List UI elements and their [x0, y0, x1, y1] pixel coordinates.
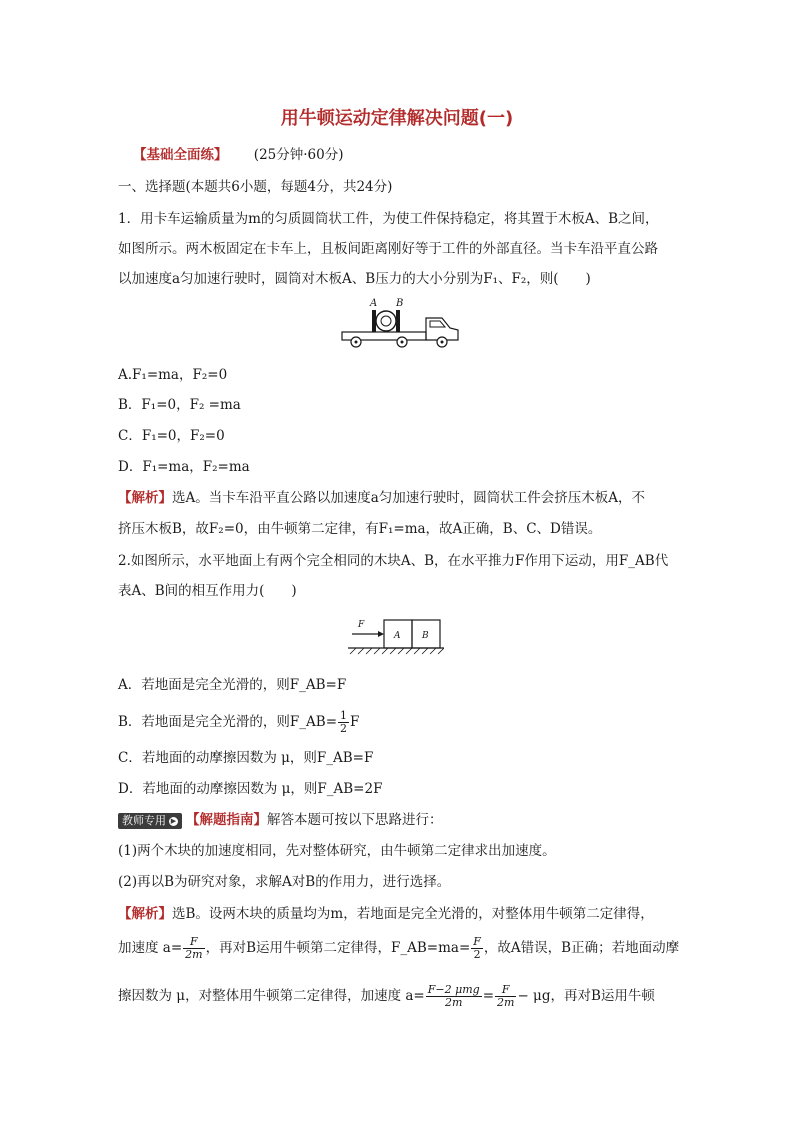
q2-option-c: C．若地面的动摩擦因数为 μ，则F_AB=F [118, 750, 374, 766]
section-header [133, 146, 343, 164]
blocks-figure [348, 614, 444, 656]
q2-analysis-line-3: 擦因数为 μ，对整体用牛顿第二定律得，加速度 a= $\frac{\text{F−2 μmg}}{2m}$ = $\frac{F}{2m}$ − μg，再对B运用牛顿 [118, 983, 655, 1009]
guide-tag: 【解题指南】 [186, 812, 267, 828]
ground-hatch [350, 648, 444, 654]
fraction-f-over-2: $\frac{F}{2}$ [473, 935, 481, 961]
q2-guide-header: 教师专用 ▶ 【解题指南】解答本题可按以下思路进行： [118, 811, 443, 829]
q1-option-c: C．F₁=0，F₂=0 [118, 428, 225, 444]
q2-analysis-tag: 【解析】 [118, 906, 172, 922]
section-time: (25分钟·60分) [253, 147, 344, 163]
q2-line-1: 2.如图所示，水平地面上有两个完全相同的木块A、B，在水平推力F作用下运动，用F_AB代 [118, 553, 669, 569]
q1-option-d: D．F₁=ma，F₂=ma [118, 459, 250, 475]
fraction-friction: $\frac{\text{F−2 μmg}}{2m}$ [427, 983, 480, 1009]
q1-analysis-line-2: 挤压木板B，故F₂=0，由牛顿第二定律，有F₁=ma，故A正确，B、C、D错误。 [118, 521, 602, 537]
figure-label-a: A [370, 298, 378, 309]
q2-guide-2: (2)再以B为研究对象，求解A对B的作用力，进行选择。 [118, 874, 451, 890]
part-heading: 一、选择题(本题共6小题，每题4分，共24分) [118, 179, 393, 195]
q1-option-a: A.F₁=ma，F₂=0 [118, 367, 228, 383]
q2-option-b: B．若地面是完全光滑的，则F_AB= $\frac{1}{2}$ F [118, 709, 360, 735]
truck-figure [338, 296, 462, 352]
q1-analysis-line-1: 【解析】选A。当卡车沿平直公路以加速度a匀加速行驶时，圆筒状工件会挤压木板A，不 [118, 490, 646, 506]
fraction-f-over-2m: $\frac{F}{2m}$ [185, 935, 203, 961]
cab-window [430, 321, 445, 327]
q1-line-3: 以加速度a匀加速行驶时，圆筒对木板A、B压力的大小分别为F₁、F₂，则( ) [118, 271, 591, 287]
fraction-one-half: $\frac{1}{2}$ [340, 709, 348, 735]
block-label-a: A [394, 631, 401, 641]
q2-analysis-line-2: 加速度 a= $\frac{F}{2m}$ ，再对B运用牛顿第二定律得，F_AB=ma= $\frac{F}{2}$ ，故A错误，B正确；若地面动摩 [118, 935, 680, 961]
q2-analysis-line-1: 【解析】选B。设两木块的质量均为m，若地面是完全光滑的，对整体用牛顿第二定律得， [118, 906, 654, 922]
fraction-f-over-2m-b: $\frac{F}{2m}$ [497, 983, 515, 1009]
q1-option-b: B．F₁=0，F₂ =ma [118, 397, 241, 413]
figure-label-f: F [358, 620, 365, 630]
section-tag: 【基础全面练】 [133, 147, 228, 163]
q2-line-2: 表A、B间的相互作用力( ) [118, 583, 297, 599]
figure-label-b: B [396, 298, 404, 309]
q1-analysis-tag: 【解析】 [118, 490, 172, 506]
cylinder-inner [381, 316, 391, 326]
q2-option-d: D．若地面的动摩擦因数为 μ，则F_AB=2F [118, 781, 383, 797]
q2-option-a: A．若地面是完全光滑的，则F_AB=F [118, 677, 347, 693]
q2-guide-1: (1)两个木块的加速度相同，先对整体研究，由牛顿第二定律求出加速度。 [118, 843, 556, 859]
q1-line-1: 1．用卡车运输质量为m的匀质圆筒状工件，为使工件保持稳定，将其置于木板A、B之间， [118, 211, 659, 227]
play-icon: ▶ [170, 816, 177, 825]
q1-line-2: 如图所示。两木板固定在卡车上，且板间距离刚好等于工件的外部直径。当卡车沿平直公路 [118, 241, 658, 257]
teacher-only-tag: 教师专用 ▶ [118, 813, 182, 829]
page-title: 用牛顿运动定律解决问题(一) [280, 108, 514, 129]
cylinder [376, 311, 396, 331]
block-label-b: B [422, 631, 429, 641]
